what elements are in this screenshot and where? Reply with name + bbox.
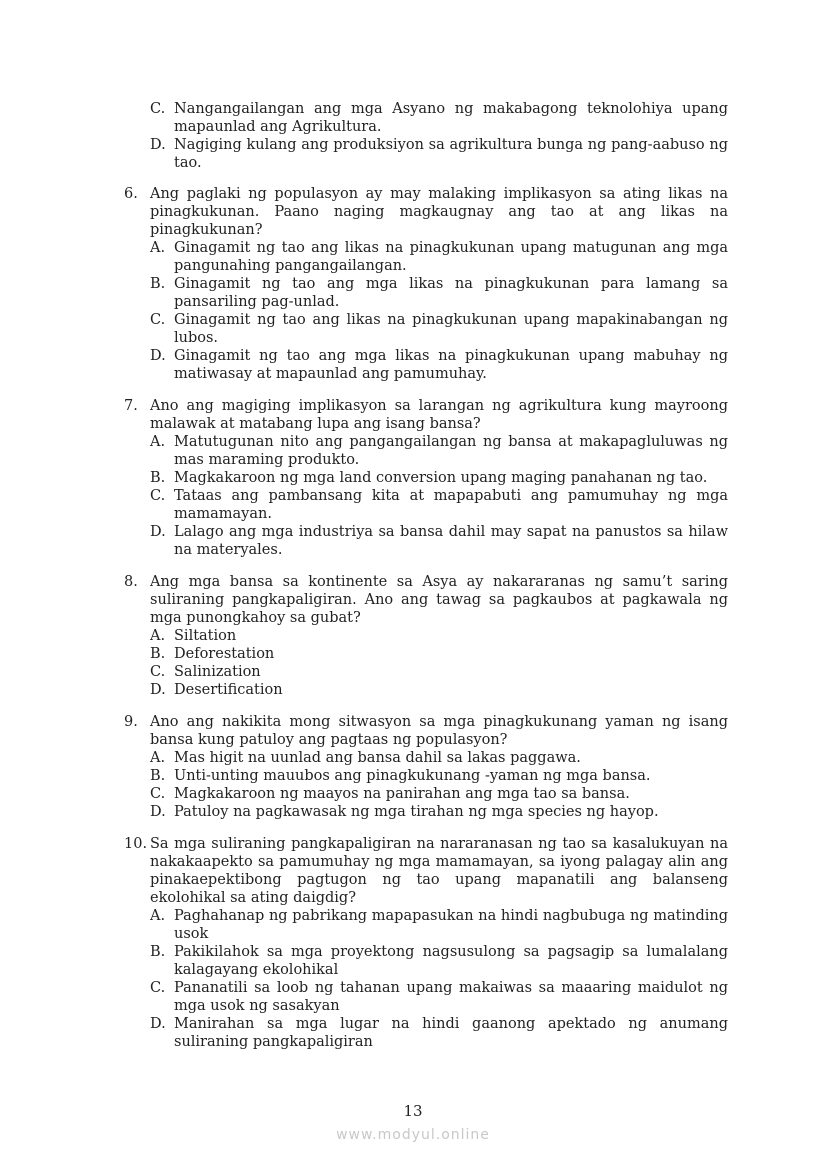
choice-10d [124, 1015, 728, 1051]
choice-text: Paghahanap ng pabrikang mapapasukan na hindi nagbubuga ng matinding usok [174, 908, 728, 942]
choice-label: B. [150, 768, 166, 784]
question-text: Sa mga suliraning pangkapaligiran na nararanasan ng tao sa kasalukuyan na nakakaapekto sa pamumuhay ng mga mamamayan, sa iyong palagay alin ang pinakaepektibong pagtugon ng tao upang mapanatili ang balanseng ekolohikal sa ating daigdig? [150, 836, 728, 906]
choice-7a [124, 433, 728, 469]
choice-label: B. [150, 470, 166, 486]
choice-8c [124, 663, 728, 681]
choice-text: Ginagamit ng tao ang likas na pinagkukunan upang matugunan ang mga pangunahing pangangailangan. [174, 240, 728, 274]
question-text: Ano ang nakikita mong sitwasyon sa mga pinagkukunang yaman ng isang bansa kung patuloy ang pagtaas ng populasyon? [150, 714, 728, 748]
question-text: Ano ang magiging implikasyon sa larangan ng agrikultura kung mayroong malawak at matabang lupa ang isang bansa? [150, 398, 728, 432]
choice-text: Magkakaroon ng mga land conversion upang maging panahanan ng tao. [174, 470, 708, 486]
page-number: 13 [403, 1102, 423, 1120]
choice-text: Siltation [174, 628, 237, 644]
choice-text: Ginagamit ng tao ang mga likas na pinagkukunan upang mabuhay ng matiwasay at mapaunlad ang pamumuhay. [174, 348, 728, 382]
choice-label: C. [150, 312, 166, 328]
choice-text: Lalago ang mga industriya sa bansa dahil may sapat na panustos sa hilaw na materyales. [174, 524, 728, 558]
choice-label: A. [150, 240, 166, 256]
choice-9a [124, 749, 728, 767]
choice-label: D. [150, 348, 166, 364]
choice-6c [124, 311, 728, 347]
choice-10b [124, 943, 728, 979]
question-10 [124, 835, 728, 1051]
choice-label: A. [150, 750, 166, 766]
choice-6b [124, 275, 728, 311]
choice-label: B. [150, 944, 166, 960]
choice-text: Unti-unting mauubos ang pinagkukunang -yaman ng mga bansa. [174, 768, 651, 784]
choice-text: Pananatili sa loob ng tahanan upang makaiwas sa maaaring maidulot ng mga usok ng sasakyan [174, 980, 728, 1014]
choice-7b [124, 469, 728, 487]
choice-text: Deforestation [174, 646, 275, 662]
choice-text: Ginagamit ng tao ang mga likas na pinagkukunan para lamang sa pansariling pag-unlad. [174, 276, 728, 310]
choice-label: D. [150, 524, 166, 540]
choice-7c [124, 487, 728, 523]
question-8 [124, 573, 728, 699]
choice-text: Salinization [174, 664, 261, 680]
choice-9c [124, 785, 728, 803]
question-number: 8. [124, 574, 138, 590]
choice-5d [124, 136, 728, 172]
choice-9d [124, 803, 728, 821]
choice-label: C. [150, 786, 166, 802]
choice-text: Magkakaroon ng maayos na panirahan ang mga tao sa bansa. [174, 786, 630, 802]
choice-8b [124, 645, 728, 663]
choice-text: Manirahan sa mga lugar na hindi gaanong apektado ng anumang suliraning pangkapaligiran [174, 1016, 728, 1050]
choice-label: A. [150, 908, 166, 924]
choice-text: Tataas ang pambansang kita at mapapabuti ang pamumuhay ng mga mamamayan. [174, 488, 728, 522]
choice-label: C. [150, 488, 166, 504]
choice-text: Desertification [174, 682, 283, 698]
watermark: www.modyul.online [336, 1127, 490, 1143]
choice-text: Ginagamit ng tao ang likas na pinagkukunan upang mapakinabangan ng lubos. [174, 312, 728, 346]
choice-label: D. [150, 1016, 166, 1032]
question-text: Ang mga bansa sa kontinente sa Asya ay nakararanas ng samu’t saring suliraning pangkapaligiran. Ano ang tawag sa pagkaubos at pagkawala ng mga punongkahoy sa gubat? [150, 574, 728, 626]
choice-label: B. [150, 646, 166, 662]
choice-text: Nangangailangan ang mga Asyano ng makabagong teknolohiya upang mapaunlad ang Agrikultura. [174, 101, 728, 135]
question-number: 6. [124, 186, 138, 202]
question-7 [124, 397, 728, 559]
question-5-continued [124, 100, 728, 172]
choice-label: C. [150, 101, 166, 117]
choice-label: D. [150, 682, 166, 698]
choice-10a [124, 907, 728, 943]
question-9 [124, 713, 728, 821]
question-number: 9. [124, 714, 138, 730]
choice-9b [124, 767, 728, 785]
choice-5c [124, 100, 728, 136]
choice-text: Mas higit na uunlad ang bansa dahil sa lakas paggawa. [174, 750, 581, 766]
choice-label: B. [150, 276, 166, 292]
choice-6a [124, 239, 728, 275]
choice-text: Pakikilahok sa mga proyektong nagsusulong sa pagsagip sa lumalalang kalagayang ekolohikal [174, 944, 728, 978]
choice-6d [124, 347, 728, 383]
question-text: Ang paglaki ng populasyon ay may malaking implikasyon sa ating likas na pinagkukunan. Paano naging magkaugnay ang tao at ang likas na pinagkukunan? [150, 186, 728, 238]
choice-text: Matutugunan nito ang pangangailangan ng bansa at makapagluluwas ng mas maraming produkto. [174, 434, 728, 468]
choice-text: Nagiging kulang ang produksiyon sa agrikultura bunga ng pang-aabuso ng tao. [174, 137, 728, 171]
question-number: 10. [124, 836, 148, 852]
choice-label: D. [150, 804, 166, 820]
choice-label: C. [150, 664, 166, 680]
choice-7d [124, 523, 728, 559]
choice-label: D. [150, 137, 166, 153]
choice-8d [124, 681, 728, 699]
choice-text: Patuloy na pagkawasak ng mga tirahan ng mga species ng hayop. [174, 804, 659, 820]
choice-8a [124, 627, 728, 645]
question-list [124, 100, 728, 1065]
choice-label: C. [150, 980, 166, 996]
choice-10c [124, 979, 728, 1015]
choice-label: A. [150, 628, 166, 644]
choice-label: A. [150, 434, 166, 450]
question-6 [124, 185, 728, 383]
question-number: 7. [124, 398, 138, 414]
